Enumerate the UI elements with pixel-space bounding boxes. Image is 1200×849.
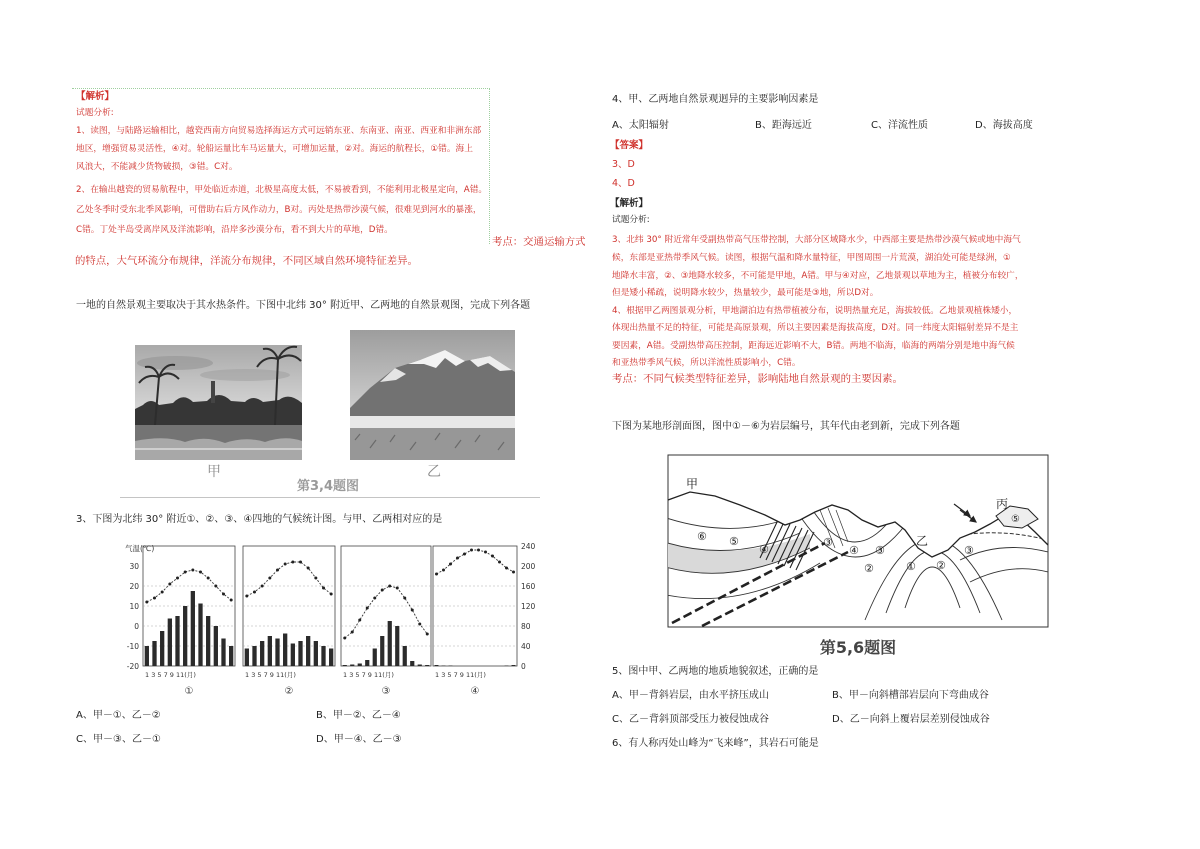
- precipitation-bar: [168, 619, 172, 667]
- precipitation-bar: [229, 646, 233, 666]
- precipitation-bar: [221, 639, 225, 667]
- temperature-point: [276, 569, 279, 572]
- precipitation-bar: [435, 665, 439, 666]
- temperature-curve: [345, 586, 428, 638]
- temperature-point: [426, 633, 429, 636]
- photo-caption: 第3,4题图: [297, 479, 360, 494]
- precipitation-bar: [373, 649, 377, 667]
- section-34-intro: 一地的自然景观主要取决于其水热条件。下图中北纬 30° 附近甲、乙两地的自然景观图，完成下列各题: [76, 300, 531, 311]
- precipitation-bar: [380, 636, 384, 666]
- precipitation-bar: [198, 604, 202, 667]
- analysis-line: 候，东部是亚热带季风气候。读图，根据气温和降水量特征，甲图周围一片荒漠，湖泊处可能是绿洲，①: [612, 253, 1011, 263]
- analysis-line: 4、根据甲乙两图景观分析，甲地湖泊边有热带植被分布，说明热量充足，海拔较低。乙地景观植株矮小，: [612, 306, 1018, 316]
- layer-label: ⑥: [697, 530, 707, 543]
- analysis-heading: 【解析】: [76, 91, 115, 102]
- precipitation-bar: [245, 649, 249, 667]
- precip-tick-label: 200: [521, 562, 536, 571]
- temp-tick-label: -20: [126, 662, 139, 671]
- precipitation-bar: [388, 621, 392, 666]
- precipitation-bar: [191, 591, 195, 666]
- analysis-line: 1、读图，与陆路运输相比，越瓷西南方向贸易选择海运方式可远销东亚、东南亚、南亚、西亚和非洲东部: [76, 126, 482, 136]
- precipitation-bar: [512, 665, 516, 666]
- temperature-point: [403, 597, 406, 600]
- temperature-point: [418, 623, 421, 626]
- layer-label: ①: [906, 560, 916, 573]
- question-4: 4、甲、乙两地自然景观迥异的主要影响因素是: [612, 94, 819, 105]
- precipitation-bar: [329, 649, 333, 667]
- precipitation-bar: [206, 616, 210, 666]
- temperature-point: [491, 555, 494, 558]
- temperature-curve: [437, 550, 514, 574]
- temperature-point: [449, 563, 452, 566]
- layer-label: ②: [936, 559, 946, 572]
- place-label-yi: 乙: [916, 534, 929, 548]
- precipitation-bar: [410, 661, 414, 666]
- temperature-point: [284, 563, 287, 566]
- temperature-point: [191, 569, 194, 572]
- tower: [211, 381, 215, 403]
- q5-option-b[interactable]: B、甲－向斜槽部岩层向下弯曲成谷: [832, 690, 989, 701]
- photo-label-jia: 甲: [207, 464, 221, 480]
- climate-chart-3: [341, 546, 431, 697]
- precip-tick-label: 40: [521, 642, 531, 651]
- temperature-point: [512, 571, 515, 574]
- climate-chart-4: [433, 546, 517, 697]
- analysis-line: 地区，增强贸易灵活性，④对。轮船运量比车马运量大，可增加运量，②对。海运的航程长，①错。海上: [76, 144, 473, 154]
- landscape-photo-jia: [135, 345, 302, 460]
- section-56-intro: 下图为某地形剖面图，图中①－⑥为岩层编号，其年代由老到新，完成下列各题: [612, 421, 960, 432]
- precip-tick-label: 80: [521, 622, 531, 631]
- month-axis-label: 1 3 5 7 9 11(月): [343, 671, 394, 679]
- temperature-point: [343, 637, 346, 640]
- temperature-point: [456, 557, 459, 560]
- precipitation-bar: [418, 665, 422, 667]
- temperature-point: [145, 601, 148, 604]
- precipitation-bar: [442, 666, 446, 667]
- analysis-line: 乙处冬季时受东北季风影响，可借助右后方风作动力，B对。丙处是热带沙漠气候，很难见到河水的暴涨，: [76, 205, 482, 215]
- precipitation-bar: [505, 666, 509, 667]
- temperature-point: [396, 587, 399, 590]
- precipitation-bar: [160, 631, 164, 666]
- precipitation-bar: [214, 626, 218, 666]
- temperature-point: [184, 571, 187, 574]
- precipitation-bar: [321, 646, 325, 666]
- temperature-point: [351, 631, 354, 634]
- temperature-point: [477, 549, 480, 552]
- analysis-line: 风浪大，不能减少货物破损，③错。C对。: [76, 162, 238, 172]
- temperature-point: [463, 553, 466, 556]
- analysis-heading-right: 【解析】: [610, 198, 649, 209]
- temp-tick-label: 20: [129, 582, 139, 591]
- answer-3: 3、D: [612, 159, 635, 170]
- caption-divider: [120, 497, 540, 498]
- temp-tick-label: 0: [134, 622, 139, 631]
- climate-chart-1: [143, 546, 235, 697]
- precipitation-bar: [291, 644, 295, 667]
- temperature-point: [411, 609, 414, 612]
- temperature-point: [388, 585, 391, 588]
- precipitation-bar: [260, 641, 264, 666]
- temperature-point: [261, 585, 264, 588]
- precipitation-bar: [306, 636, 310, 666]
- q5-option-c[interactable]: C、乙－背斜顶部受压力被侵蚀成谷: [612, 714, 769, 725]
- temperature-point: [330, 593, 333, 596]
- temperature-point: [435, 573, 438, 576]
- analysis-line: 但是矮小稀疏，说明降水较少，热量较少，最可能是③地，所以D对。: [612, 288, 879, 298]
- temperature-point: [245, 595, 248, 598]
- temp-axis-label: 气温(℃): [125, 544, 155, 553]
- question-5: 5、图中甲、乙两地的地质地貌叙述，正确的是: [612, 666, 819, 677]
- temperature-point: [373, 597, 376, 600]
- precipitation-bar: [283, 634, 287, 667]
- temp-tick-label: -10: [126, 642, 139, 651]
- layer-label: ③: [823, 536, 833, 549]
- layer-label: ④: [759, 543, 769, 556]
- place-label-jia: 甲: [686, 477, 699, 491]
- question-3: 3、下图为北纬 30° 附近①、②、③、④四地的气候统计图。与甲、乙两相对应的是: [76, 514, 443, 525]
- temperature-point: [358, 619, 361, 622]
- temperature-point: [322, 587, 325, 590]
- temperature-point: [484, 551, 487, 554]
- temperature-point: [268, 577, 271, 580]
- precipitation-bar: [252, 646, 256, 666]
- temperature-point: [176, 577, 179, 580]
- precipitation-bar: [425, 665, 429, 666]
- temperature-point: [498, 561, 501, 564]
- layer-label: ③: [964, 544, 974, 557]
- precipitation-bar: [298, 641, 302, 666]
- temperature-point: [161, 591, 164, 594]
- precipitation-bar: [175, 616, 179, 666]
- water-glint: [135, 448, 302, 450]
- q3-option-d[interactable]: D、甲－④、乙－③: [316, 734, 402, 745]
- kaodian-left-part2: 的特点，大气环流分布规律，洋流分布规律，不同区域自然环境特征差异。: [75, 255, 418, 267]
- q5-option-a[interactable]: A、甲－背斜岩层，由水平挤压成山: [612, 690, 769, 701]
- kaodian-left-part1: 考点：交通运输方式: [492, 236, 586, 248]
- layer-label: ⑤: [1011, 514, 1020, 525]
- grassland: [350, 428, 515, 460]
- precip-tick-label: 240: [521, 542, 536, 551]
- climate-charts: [115, 538, 545, 703]
- figure-caption: 第5,6题图: [819, 638, 897, 657]
- temperature-point: [253, 591, 256, 594]
- temperature-point: [307, 567, 310, 570]
- q4-option-c[interactable]: C、洋流性质: [871, 120, 928, 131]
- precip-tick-label: 120: [521, 602, 536, 611]
- analysis-line: C错。丁处半岛受离岸风及洋流影响，沿岸多沙漠分布，看不到大片的草地，D错。: [76, 225, 393, 235]
- layer-label: ④: [849, 544, 859, 557]
- temperature-point: [366, 607, 369, 610]
- temperature-point: [291, 561, 294, 564]
- chart-number-label: ④: [470, 686, 480, 697]
- analysis-subheading: 试题分析:: [76, 108, 114, 118]
- precipitation-bar: [350, 665, 354, 667]
- precipitation-bar: [358, 664, 362, 667]
- precipitation-bar: [152, 641, 156, 666]
- precipitation-bar: [403, 646, 407, 666]
- temperature-point: [505, 567, 508, 570]
- month-axis-label: 1 3 5 7 9 11(月): [145, 671, 196, 679]
- q3-option-b[interactable]: B、甲－②、乙－④: [316, 710, 401, 721]
- temperature-point: [230, 599, 233, 602]
- question-6: 6、有人称丙处山峰为“飞来峰”，其岩石可能是: [612, 738, 819, 749]
- month-axis-label: 1 3 5 7 9 11(月): [245, 671, 296, 679]
- temp-tick-label: 10: [129, 602, 139, 611]
- temperature-point: [299, 561, 302, 564]
- water-strip: [350, 416, 515, 428]
- precipitation-bar: [343, 665, 347, 666]
- precipitation-bar: [268, 636, 272, 666]
- figure-frame: [668, 455, 1048, 627]
- temperature-point: [381, 589, 384, 592]
- temperature-point: [222, 593, 225, 596]
- analysis-line: 3、北纬 30° 附近常年受副热带高气压带控制，大部分区域降水少，中西部主要是热带沙漠气候或地中海气: [612, 235, 1021, 245]
- precip-tick-label: 160: [521, 582, 536, 591]
- temperature-point: [470, 549, 473, 552]
- temp-tick-label: 30: [129, 562, 139, 571]
- geologic-cross-section: [660, 448, 1055, 660]
- climate-chart-2: [243, 546, 335, 697]
- analysis-line: 和亚热带季风气候，所以洋流性质影响小，C错。: [612, 358, 801, 368]
- chart-number-label: ②: [284, 686, 294, 697]
- precipitation-bar: [395, 626, 399, 666]
- photo-label-yi: 乙: [427, 464, 441, 480]
- temperature-point: [168, 583, 171, 586]
- landscape-photo-yi: [350, 330, 515, 460]
- q4-option-b[interactable]: B、距海远近: [755, 120, 812, 131]
- answer-4: 4、D: [612, 178, 635, 189]
- precipitation-bar: [275, 639, 279, 667]
- analysis-line: 体现出热量不足的特征，可能是高原景观，所以主要因素是海拔高度，D对。同一纬度太阳辐射差异不是主: [612, 323, 1019, 333]
- layer-label: ⑤: [729, 535, 739, 548]
- place-label-bing: 丙: [996, 497, 1009, 511]
- layer-label: ②: [864, 562, 874, 575]
- month-axis-label: 1 3 5 7 9 11(月): [435, 671, 486, 679]
- precipitation-bar: [145, 646, 149, 666]
- precip-tick-label: 0: [521, 662, 526, 671]
- temperature-curve: [247, 562, 331, 596]
- answer-heading: 【答案】: [610, 140, 649, 151]
- temperature-point: [207, 577, 210, 580]
- analysis-line: 要因素，A错。受副热带高压控制，距海远近影响不大，B错。两地不临海，临海的两端分别是地中海气候: [612, 341, 1015, 351]
- cloud: [137, 356, 213, 370]
- analysis-line: 地降水丰富，②、③地降水较多，不可能是甲地，A错。甲与④对应，乙地景观以草地为主，植被分布较广，: [612, 271, 1024, 281]
- temperature-point: [153, 597, 156, 600]
- q3-option-c[interactable]: C、甲－③、乙－①: [76, 734, 161, 745]
- kaodian-right: 考点：不同气候类型特征差异，影响陆地自然景观的主要因素。: [612, 373, 903, 385]
- chart-number-label: ①: [184, 686, 194, 697]
- precipitation-bar: [314, 641, 318, 666]
- temperature-point: [214, 585, 217, 588]
- precipitation-bar: [183, 606, 187, 666]
- q4-option-a[interactable]: A、太阳辐射: [612, 120, 669, 131]
- q4-option-d[interactable]: D、海拔高度: [975, 120, 1033, 131]
- q5-option-d[interactable]: D、乙－向斜上覆岩层差别侵蚀成谷: [832, 714, 990, 725]
- temperature-point: [199, 571, 202, 574]
- precipitation-bar: [365, 660, 369, 666]
- analysis-subheading-right: 试题分析:: [612, 215, 650, 225]
- q3-option-a[interactable]: A、甲－①、乙－②: [76, 710, 161, 721]
- temperature-point: [314, 577, 317, 580]
- chart-number-label: ③: [381, 686, 391, 697]
- layer-label: ③: [875, 544, 885, 557]
- analysis-line: 2、在输出越瓷的贸易航程中，甲处临近赤道，北极星高度太低，不易被看到，不能利用北极星定向，A错。: [76, 185, 488, 195]
- precipitation-bar: [449, 666, 453, 667]
- temperature-point: [442, 569, 445, 572]
